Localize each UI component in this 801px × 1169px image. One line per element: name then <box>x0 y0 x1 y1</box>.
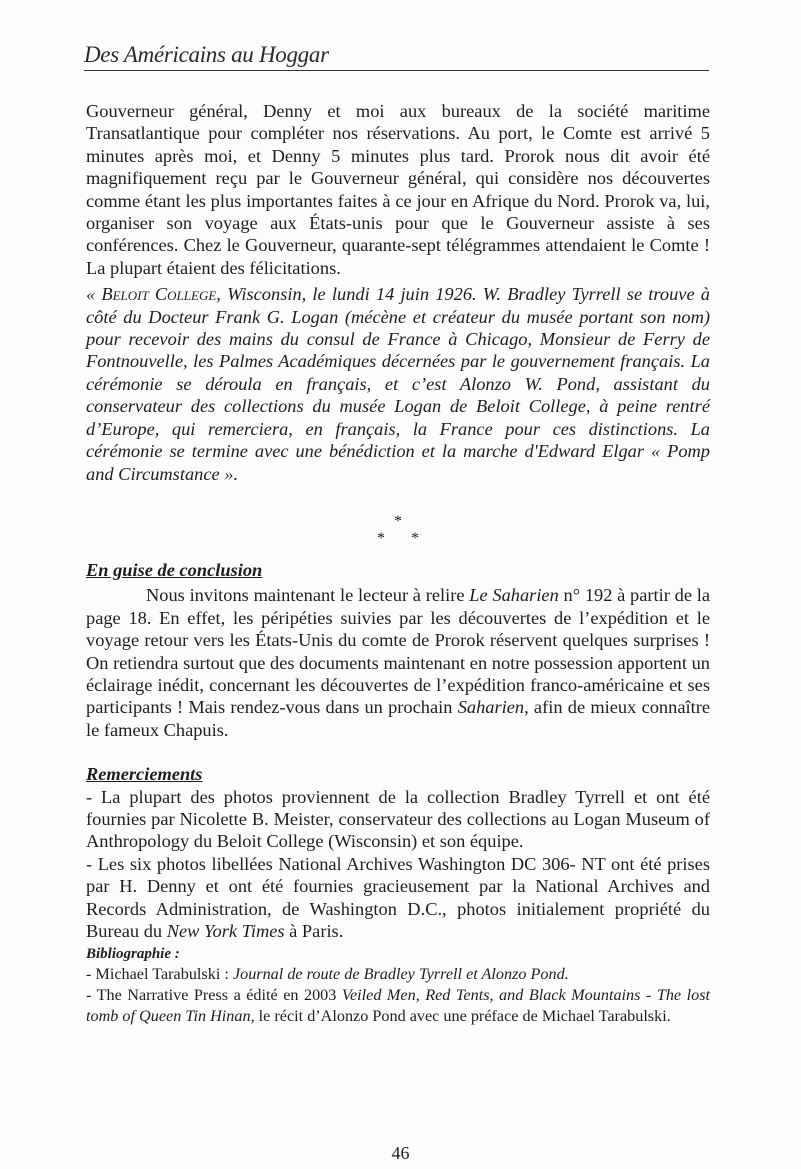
bibliography-heading: Bibliographie : <box>86 946 180 963</box>
book-title: Journal de route de Bradley Tyrrell et Alonzo Pond. <box>232 965 569 984</box>
running-header-title: Des Américains au Hoggar <box>84 42 329 67</box>
separator-star: * <box>377 529 385 547</box>
section-separator <box>86 511 710 557</box>
bibliography-text: - The Narrative Press a édité en 2003 <box>86 986 342 1004</box>
bibliography-author: - Michael Tarabulski : <box>86 965 233 984</box>
thanks-item: - La plupart des photos proviennent de la collection Bradley Tyrrell et ont été fournies par Nicolette B. Meister, conservateur des collections au Logan Museum of Anthropology du Beloit College (Wisconsin) et son équipe. <box>86 786 710 852</box>
separator-star: * <box>394 512 402 530</box>
conclusion-text: n° 192 à partir de la page 18. En effet, les péripéties suivies par les découvertes de l’expédition et le voyage retour vers les États-Unis du comte de Prorok réservent quelques surprises ! On retiendra surtout que des documents maintenant en notre possession apportent un éclairage inédit, concernant les découvertes de l’expédition franco-américaine et ses participants ! Mais rendez-vous dans un prochain <box>86 585 710 718</box>
thanks-item <box>86 853 710 943</box>
paragraph-continuation: Gouverneur général, Denny et moi aux bureaux de la société maritime Transatlantique pour compléter nos réservations. Au port, le Comte est arrivé 5 minutes après moi, et Denny 5 minutes plus tard. Prorok nous dit avoir été magnifiquement reçu par le Gouverneur général, qui considère nos découvertes comme étant les plus importantes faites à ce jour en Afrique du Nord. Prorok va, lui, organiser son voyage aux États-unis pour que le Gouverneur assiste à ses conférences. Chez le Gouverneur, quarante-sept télégrammes attendaient le Comte ! La plupart étaient des félicitations. <box>86 101 710 278</box>
journal-title: Saharien <box>457 697 525 718</box>
thanks-text: - Les six photos libellées National Archives Washington DC 306- NT ont été prises par H. Denny et ont été fournies gracieusement par la National Archives and Records Administration, de Washington D.C., photos initialement propriété du Bureau du <box>86 853 710 941</box>
thanks-text: à Paris. <box>284 921 344 941</box>
conclusion-text: , afin de mieux connaître le fameux Chapuis. <box>86 697 710 740</box>
book-title: Veiled Men, Red Tents, and Black Mountains - The lost tomb of Queen Tin Hinan <box>86 986 710 1025</box>
bibliography-item <box>86 985 710 1026</box>
thanks-heading: Remerciements <box>86 764 203 785</box>
running-header <box>84 44 709 71</box>
separator-star: * <box>411 529 419 547</box>
newspaper-title: New York Times <box>166 921 285 941</box>
quote-text: , Wisconsin, le lundi 14 juin 1926. W. Bradley Tyrrell se trouve à côté du Docteur Frank G. Logan (mécène et créateur du musée portant son nom) pour recevoir des mains du consul de France à Chicago, Monsieur de Ferry de Fontnouvelle, les Palmes Académiques décernées par le gouvernement français. La cérémonie se déroula en français, et c’est Alonzo W. Pond, assistant du conservateur des collections du musée Logan de Beloit College, à peine rentré d’Europe, qui remerciera, en français, la France pour ces distinctions. La cérémonie se termine avec une bénédiction et la marche d'Edward Elgar « Pomp and Circumstance ». <box>86 284 710 484</box>
conclusion-text: Nous invitons maintenant le lecteur à relire <box>146 585 470 606</box>
conclusion-heading: En guise de conclusion <box>86 559 263 580</box>
journal-title: Le Saharien <box>469 585 559 606</box>
bibliography-text: , le récit d’Alonzo Pond avec une préface de Michael Tarabulski. <box>250 1006 671 1025</box>
page-number: 46 <box>391 1143 410 1163</box>
quote-paragraph <box>86 283 710 485</box>
page-body <box>86 100 710 1026</box>
quote-open-mark: « <box>86 284 102 305</box>
bibliography-item <box>86 964 710 985</box>
conclusion-paragraph <box>86 584 710 741</box>
quote-place: Beloit College <box>101 284 217 305</box>
